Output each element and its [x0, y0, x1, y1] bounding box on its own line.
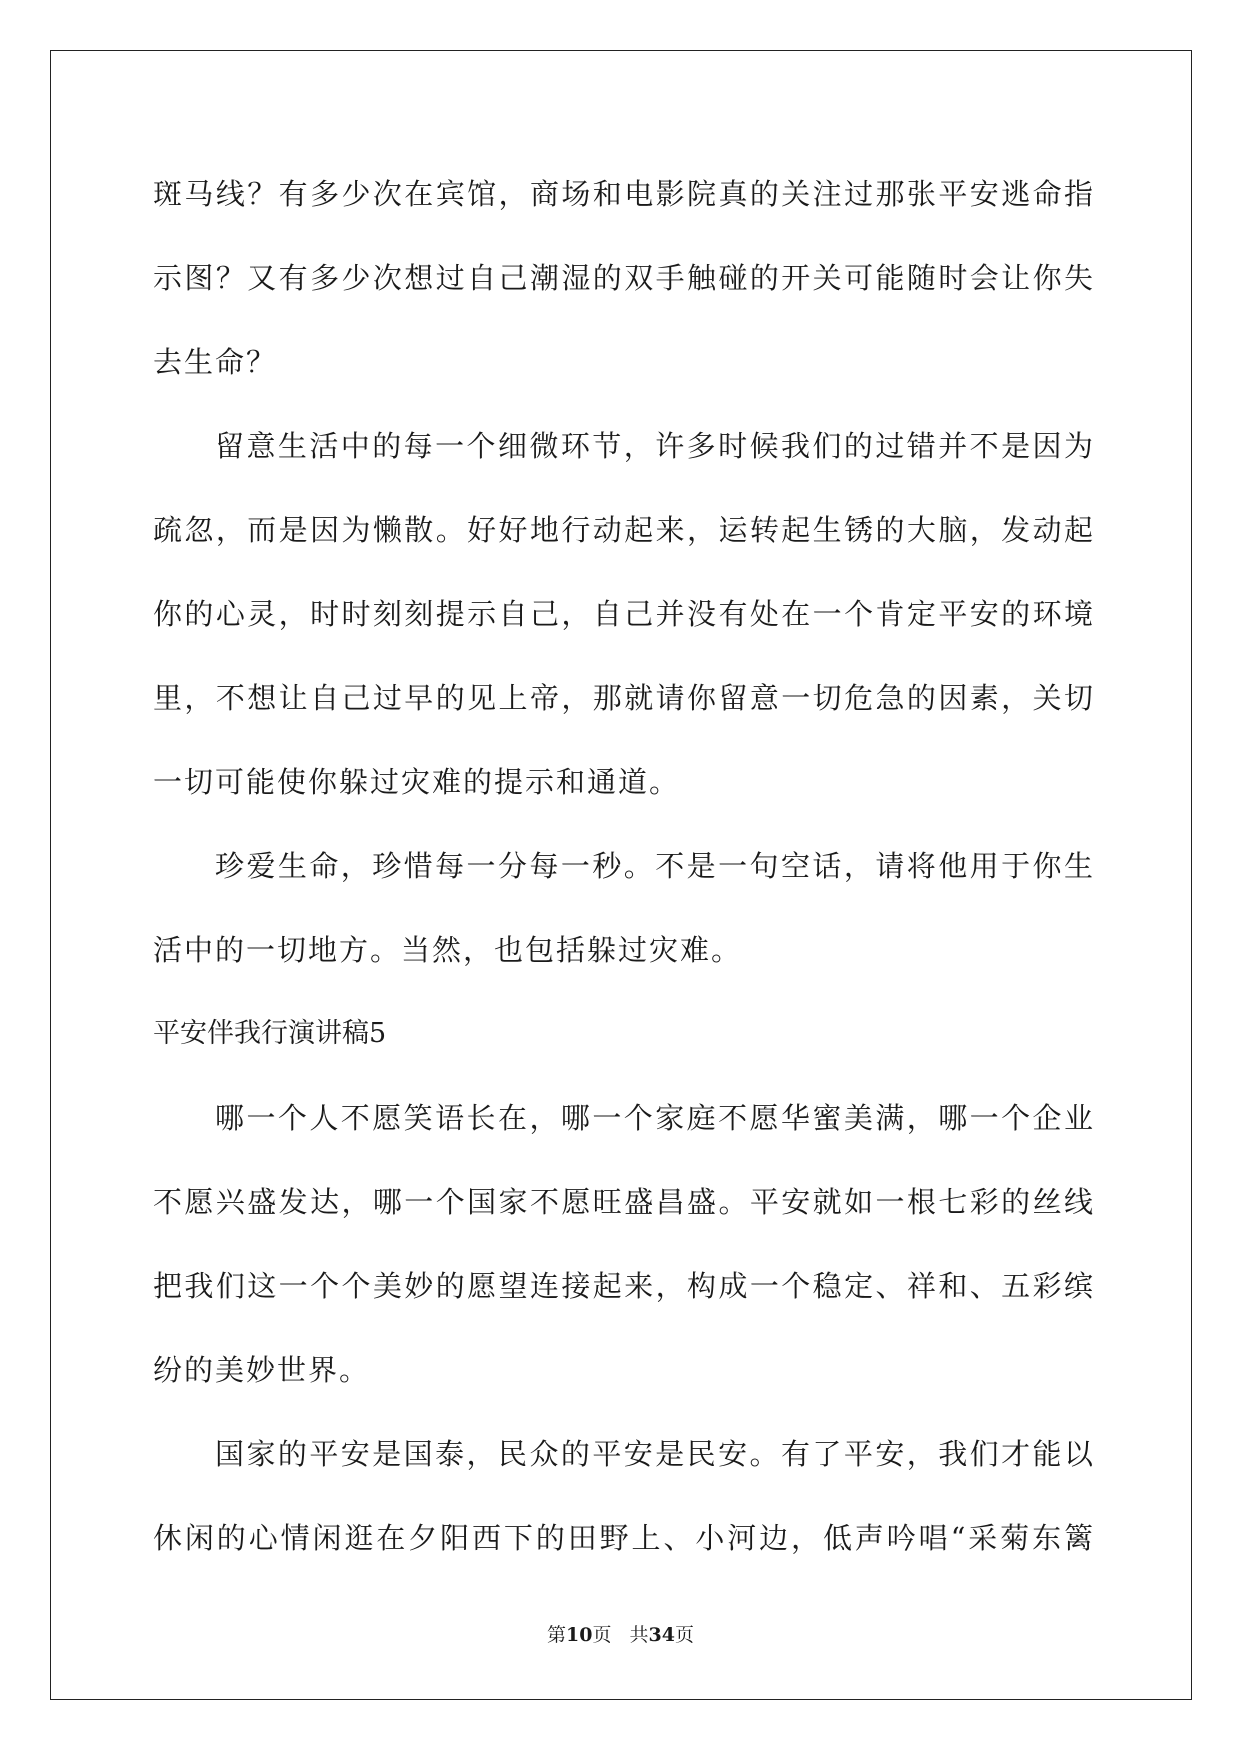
text-line: 示图？又有多少次想过自己潮湿的双手触碰的开关可能随时会让你失 [153, 261, 1093, 295]
heading-line: 平安伴我行演讲稿5 [153, 1018, 387, 1049]
current-page-number: 10 [566, 1624, 593, 1646]
text-line: 斑马线？有多少次在宾馆，商场和电影院真的关注过那张平安逃命指 [153, 177, 1093, 211]
text-line: 活中的一切地方。当然，也包括躲过灾难。 [153, 933, 743, 967]
text-line: 不愿兴盛发达，哪一个国家不愿旺盛昌盛。平安就如一根七彩的丝线 [153, 1185, 1093, 1219]
footer-page-unit: 页 [592, 1624, 612, 1646]
text-line: 一切可能使你躲过灾难的提示和通道。 [153, 765, 681, 799]
text-line: 里，不想让自己过早的见上帝，那就请你留意一切危急的因素，关切 [153, 681, 1093, 715]
text-line: 留意生活中的每一个细微环节，许多时候我们的过错并不是因为 [215, 429, 1093, 463]
paragraph [153, 1076, 1093, 1412]
text-line: 去生命？ [153, 345, 278, 379]
text-line: 国家的平安是国泰，民众的平安是民安。有了平安，我们才能以 [215, 1437, 1093, 1471]
paragraph [153, 1412, 1093, 1580]
text-line: 你的心灵，时时刻刻提示自己，自己并没有处在一个肯定平安的环境 [153, 597, 1093, 631]
total-page-number: 34 [648, 1624, 675, 1646]
paragraph [153, 824, 1093, 992]
document-body [153, 152, 1093, 1580]
text-line: 哪一个人不愿笑语长在，哪一个家庭不愿华蜜美满，哪一个企业 [215, 1101, 1093, 1135]
footer-total-unit: 页 [674, 1624, 694, 1646]
text-line: 休闲的心情闲逛在夕阳西下的田野上、小河边，低声吟唱“采菊东篱 [153, 1521, 1093, 1555]
section-heading [153, 992, 1093, 1076]
text-line: 把我们这一个个美妙的愿望连接起来，构成一个稳定、祥和、五彩缤 [153, 1269, 1093, 1303]
paragraph [153, 404, 1093, 824]
text-line: 纷的美妙世界。 [153, 1353, 371, 1387]
text-line: 疏忽，而是因为懒散。好好地行动起来，运转起生锈的大脑，发动起 [153, 513, 1093, 547]
footer-prefix: 第 [547, 1624, 567, 1646]
paragraph-continuation [153, 152, 1093, 404]
page-footer [0, 1623, 1241, 1647]
footer-total-prefix: 共 [629, 1624, 649, 1646]
text-line: 珍爱生命，珍惜每一分每一秒。不是一句空话，请将他用于你生 [215, 849, 1093, 883]
